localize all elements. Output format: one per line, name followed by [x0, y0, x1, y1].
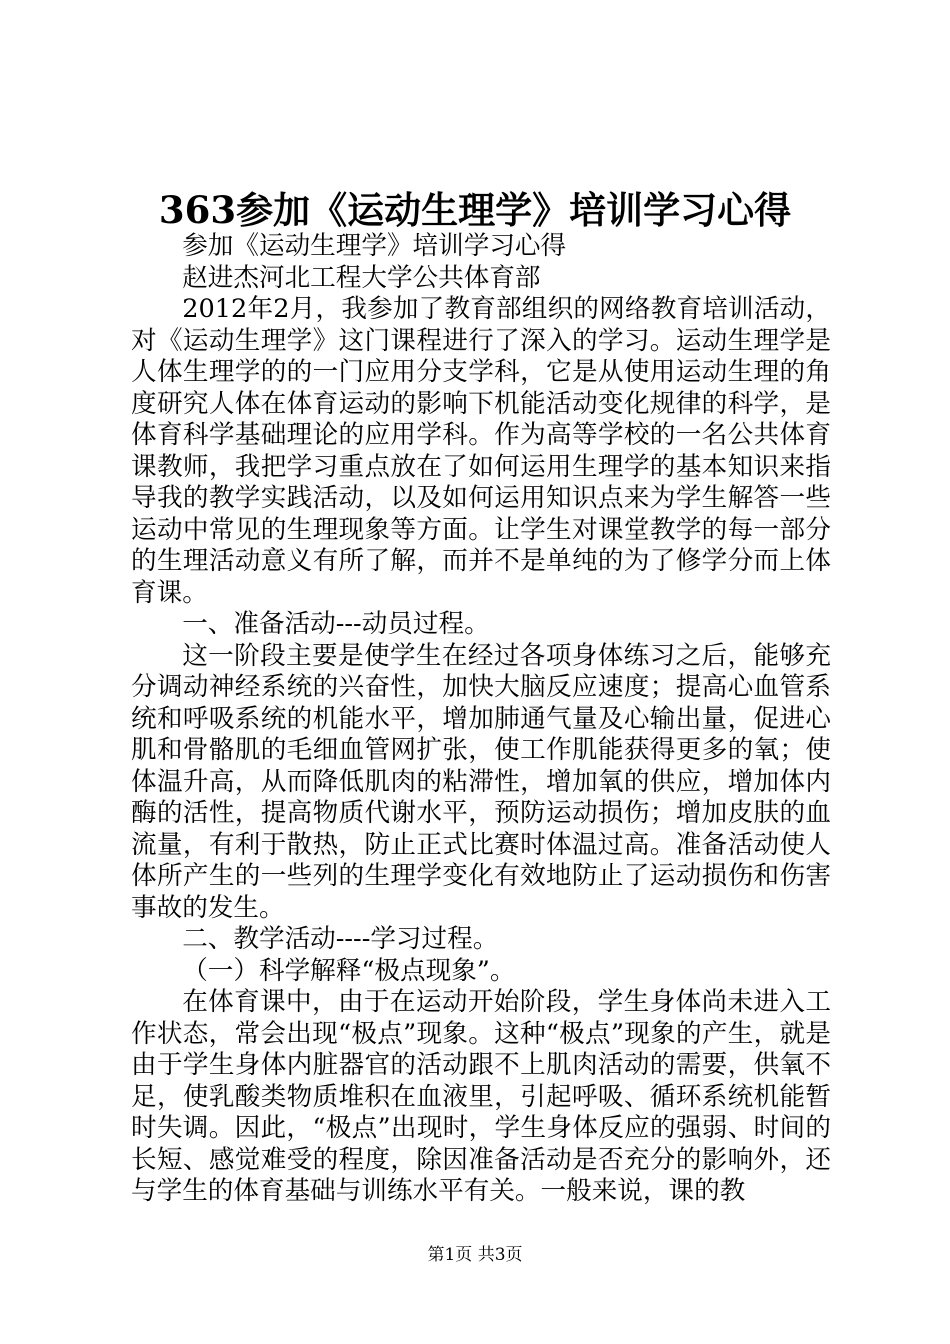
section-heading-2: 二、教学活动----学习过程。 — [182, 924, 499, 954]
intro-paragraph: 2012年2月，我参加了教育部组织的网络教育培训活动，对《运动生理学》这门课程进行了深入的学习。运动生理学是人体生理学的的一门应用分支学科，它是从使用运动生理的角度研究人体在体育运动的影响下机能活动变化规律的科学，是体育科学基础理论的应用学科。作为高等学校的一名公共体育课教师，我把学习重点放在了如何运用生理学的基本知识来指导我的教学实践活动，以及如何运用知识点来为学生解答一些运动中常见的生理现象等方面。让学生对课堂教学的每一部分的生理活动意义有所了解，而并不是单纯的为了修学分而上体育课。 — [131, 294, 831, 608]
document-body — [131, 231, 831, 1208]
document-title: 363参加《运动生理学》培训学习心得 — [158, 188, 792, 232]
section-heading-1: 一、准备活动---动员过程。 — [182, 609, 490, 639]
subsection-heading-1: （一）科学解释“极点现象”。 — [182, 955, 516, 986]
page-number-footer: 第1页 共3页 — [427, 1245, 523, 1265]
section-1-paragraph: 这一阶段主要是使学生在经过各项身体练习之后，能够充分调动神经系统的兴奋性，加快大脑反应速度；提高心血管系统和呼吸系统的机能水平，增加肺通气量及心输出量，促进心肌和骨骼肌的毛细血管网扩张，使工作肌能获得更多的氧；使体温升高，从而降低肌肉的粘滞性，增加氧的供应，增加体内酶的活性，提高物质代谢水平，预防运动损伤；增加皮肤的血流量，有利于散热，防止正式比赛时体温过高。准备活动使人体所产生的一些列的生理学变化有效地防止了运动损伤和伤害事故的发生。 — [131, 640, 831, 923]
author-paragraph: 赵进杰河北工程大学公共体育部 — [182, 262, 541, 293]
subsection-1-paragraph: 在体育课中，由于在运动开始阶段，学生身体尚未进入工作状态，常会出现“极点”现象。这种“极点”现象的产生，就是由于学生身体内脏器官的活动跟不上肌肉活动的需要，供氧不足，使乳酸类物质堆积在血液里，引起呼吸、循环系统机能暂时失调。因此，“极点”出现时，学生身体反应的强弱、时间的长短、感觉难受的程度，除因准备活动是否充分的影响外，还与学生的体育基础与训练水平有关。一般来说，课的教 — [131, 987, 831, 1206]
subtitle-paragraph: 参加《运动生理学》培训学习心得 — [182, 231, 567, 261]
